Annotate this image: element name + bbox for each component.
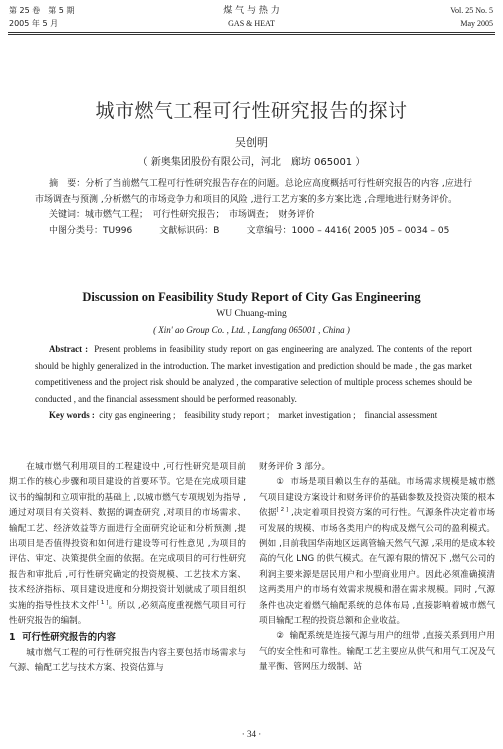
item1-text-b: ,决定着项目投资方案的可行性。气源条件决定着市场可发展的规模、市场各类用户的构成及燃气公司的盈利模式。例如 ,目前我国华南地区远离管输天然气气源 ,采用的是成本较高的气化 LNG 的供气模式。在气源有限的情况下 ,燃气公司的利润主要来源是居民用户和小型商业用户。因此必须准确摸清这两类用户的市场有效需求规模和潜在需求规模。同时 ,气源条件也决定着燃气输配系统的总体布局 ,直接影响着城市燃气项目输配工程的投资总额和企业收益。 xyxy=(259,508,495,627)
intro-paragraph-tail: 。所以 ,必须高度重视燃气项目可行性研究报告的编制。 xyxy=(9,600,246,627)
author-en: WU Chuang-ming xyxy=(216,309,287,319)
body-right-column xyxy=(259,460,495,676)
section1-title: 可行性研究报告的内容 xyxy=(22,632,116,644)
keywords-cn-text: 城市燃气工程； 可行性研究报告； 市场调查； 财务评价 xyxy=(85,210,315,221)
article-title-cn: 城市燃气工程可行性研究报告的探讨 xyxy=(95,100,408,122)
header-date-cn: 2005 年 5 月 xyxy=(9,19,59,28)
section1-paragraph: 城市燃气工程的可行性研究报告内容主要包括市场需求与气源、输配工艺与技术方案、投资估算与 xyxy=(9,647,246,674)
page-number: · 34 · xyxy=(241,729,262,739)
journal-title-en: GAS & HEAT xyxy=(228,19,275,28)
citation-ref-2: [ 2 ] xyxy=(276,507,289,514)
abstract-en-block xyxy=(35,341,472,424)
abstract-cn-label: 摘 要： xyxy=(49,179,86,189)
right-opening-line: 财务评价 3 部分。 xyxy=(259,462,331,472)
item1-text-a: 市场是项目赖以生存的基础。市场需求规模是城市燃气项目建设方案设计和财务评价的基础参数及投资决策的根本依据 xyxy=(259,477,495,519)
header-rule-top xyxy=(8,32,495,33)
item2-marker: ② xyxy=(276,631,284,642)
abstract-cn-text: 分析了当前燃气工程可行性研究报告存在的问题。总论应高度概括可行性研究报告的内容 ,应进行市场调查与预测 ,分析燃气的市场竞争力和项目的风险 ,进行工艺方案的多方案比选 ,合理地进行财务评价。 xyxy=(35,179,472,205)
affiliation-cn: （ 新奥集团股份有限公司，河北 廊坊 065001 ） xyxy=(137,157,366,168)
author-cn: 吴创明 xyxy=(235,136,268,149)
abstract-en-label: Abstract : xyxy=(49,344,89,354)
keywords-en-text: city gas engineering ; feasibility study report ; market investigation ; financial assessment xyxy=(99,410,438,420)
keywords-en-label: Key words : xyxy=(49,410,95,420)
section1-number: 1 xyxy=(9,632,16,644)
article-title-en: Discussion on Feasibility Study Report of City Gas Engineering xyxy=(82,290,421,304)
journal-title-cn: 煤 气 与 热 力 xyxy=(223,6,280,16)
keywords-cn-label: 关键词： xyxy=(49,210,86,221)
intro-paragraph: 在城市燃气利用项目的工程建设中 ,可行性研究是项目前期工作的核心步骤和项目建设的首要环节。它是在完成项目建议书的编制和立项审批的基础上 ,以城市燃气专项规划为指导 ,通过对项目有关资料、数据的调查研究 ,对项目的市场需求、输配工艺、经济效益等方面进行全面研究论证和分析预测 ,提出项目是否值得投资和如何进行建设等可行性意见 ,为项目的评估、审定、决策提供全面的依据。在完成项目的可行性研究报告和审批后 ,可行性研究确定的投资规模、工艺技术方案、技术经济指标、项目建设进度和分期投资计划就成了项目组织实施的指导性技术文件 xyxy=(9,462,246,611)
abstract-en-text: Present problems in feasibility study report on gas engineering are analyzed. The contents of the report should be highly generalized in the introduction. The market investigation and prediction should be made , the gas market competitiveness and the project risk should be analyzed , the comparative selection of multiple process schemes should be conducted , and the financial assessment should be performed reasonably. xyxy=(35,344,473,404)
item1-marker: ① xyxy=(276,477,285,488)
header-volume-cn: 第 25 卷 第 5 期 xyxy=(9,6,75,15)
header-volume-en: Vol. 25 No. 5 xyxy=(450,6,493,15)
abstract-cn-block xyxy=(35,177,472,239)
body-left-column xyxy=(9,460,246,677)
classification-cn: 中图分类号：TU996 文献标识码：B 文章编号：1000 – 4416( 2005 )05 – 0034 – 05 xyxy=(49,225,450,236)
citation-ref-1: [ 1 ] xyxy=(96,599,109,606)
item2-text: 输配系统是连接气源与用户的纽带 ,直接关系到用户用气的安全性和可靠性。输配工艺主要应从供气和用气工况及气量平衡、管网压力级制、站 xyxy=(259,631,495,673)
affiliation-en: ( Xin' ao Group Co. , Ltd. , Langfang 065001 , China ) xyxy=(153,325,350,335)
header-date-en: May 2005 xyxy=(460,19,493,28)
header-rule-bottom xyxy=(8,34,495,35)
